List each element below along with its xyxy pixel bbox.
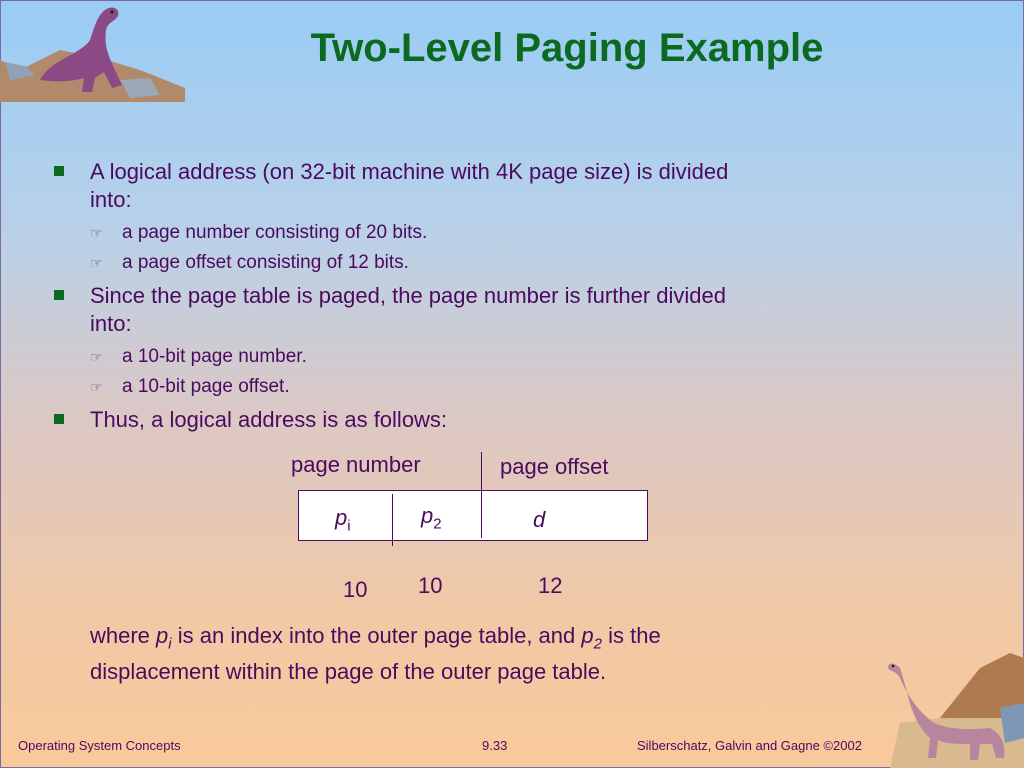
- bullet-text: Since the page table is paged, the page number is further divided into:: [90, 283, 726, 336]
- pointing-hand-icon: ☞: [90, 225, 103, 241]
- slide-title: Two-Level Paging Example: [310, 26, 824, 70]
- sub-bullet-text: a 10-bit page offset.: [122, 376, 290, 397]
- page-number-label: page number: [291, 452, 421, 477]
- explanation-text: where $p_i$ is an index into the outer page table, and $p_2$ is the displacement within the page of the outer page table.: [90, 623, 661, 685]
- p2-field: $p_2$: [421, 503, 442, 533]
- footer-course-title: Operating System Concepts: [18, 738, 181, 753]
- p2-bit-count: 10: [418, 573, 443, 598]
- sub-bullet-text: a 10-bit page number.: [122, 346, 307, 367]
- pointing-hand-icon: ☞: [90, 379, 103, 395]
- d-field: d: [533, 507, 546, 532]
- sub-bullet-text: a page offset consisting of 12 bits.: [122, 252, 409, 273]
- sub-bullet-text: a page number consisting of 20 bits.: [122, 222, 428, 243]
- d-bit-count: 12: [538, 573, 563, 598]
- p1-bit-count: 10: [343, 577, 368, 602]
- bullet-text: Thus, a logical address is as follows:: [90, 407, 448, 432]
- bullet-text: A logical address (on 32-bit machine with 4K page size) is divided into:: [90, 159, 729, 212]
- pointing-hand-icon: ☞: [90, 349, 103, 365]
- footer-copyright: Silberschatz, Galvin and Gagne ©2002: [637, 738, 862, 753]
- offset-divider-line: [481, 452, 482, 538]
- footer-slide-number: 9.33: [482, 738, 508, 753]
- page-offset-label: page offset: [500, 454, 609, 479]
- p1-p2-divider-line: [392, 494, 393, 546]
- pointing-hand-icon: ☞: [90, 255, 103, 271]
- p1-field: $p_i$: [335, 505, 351, 535]
